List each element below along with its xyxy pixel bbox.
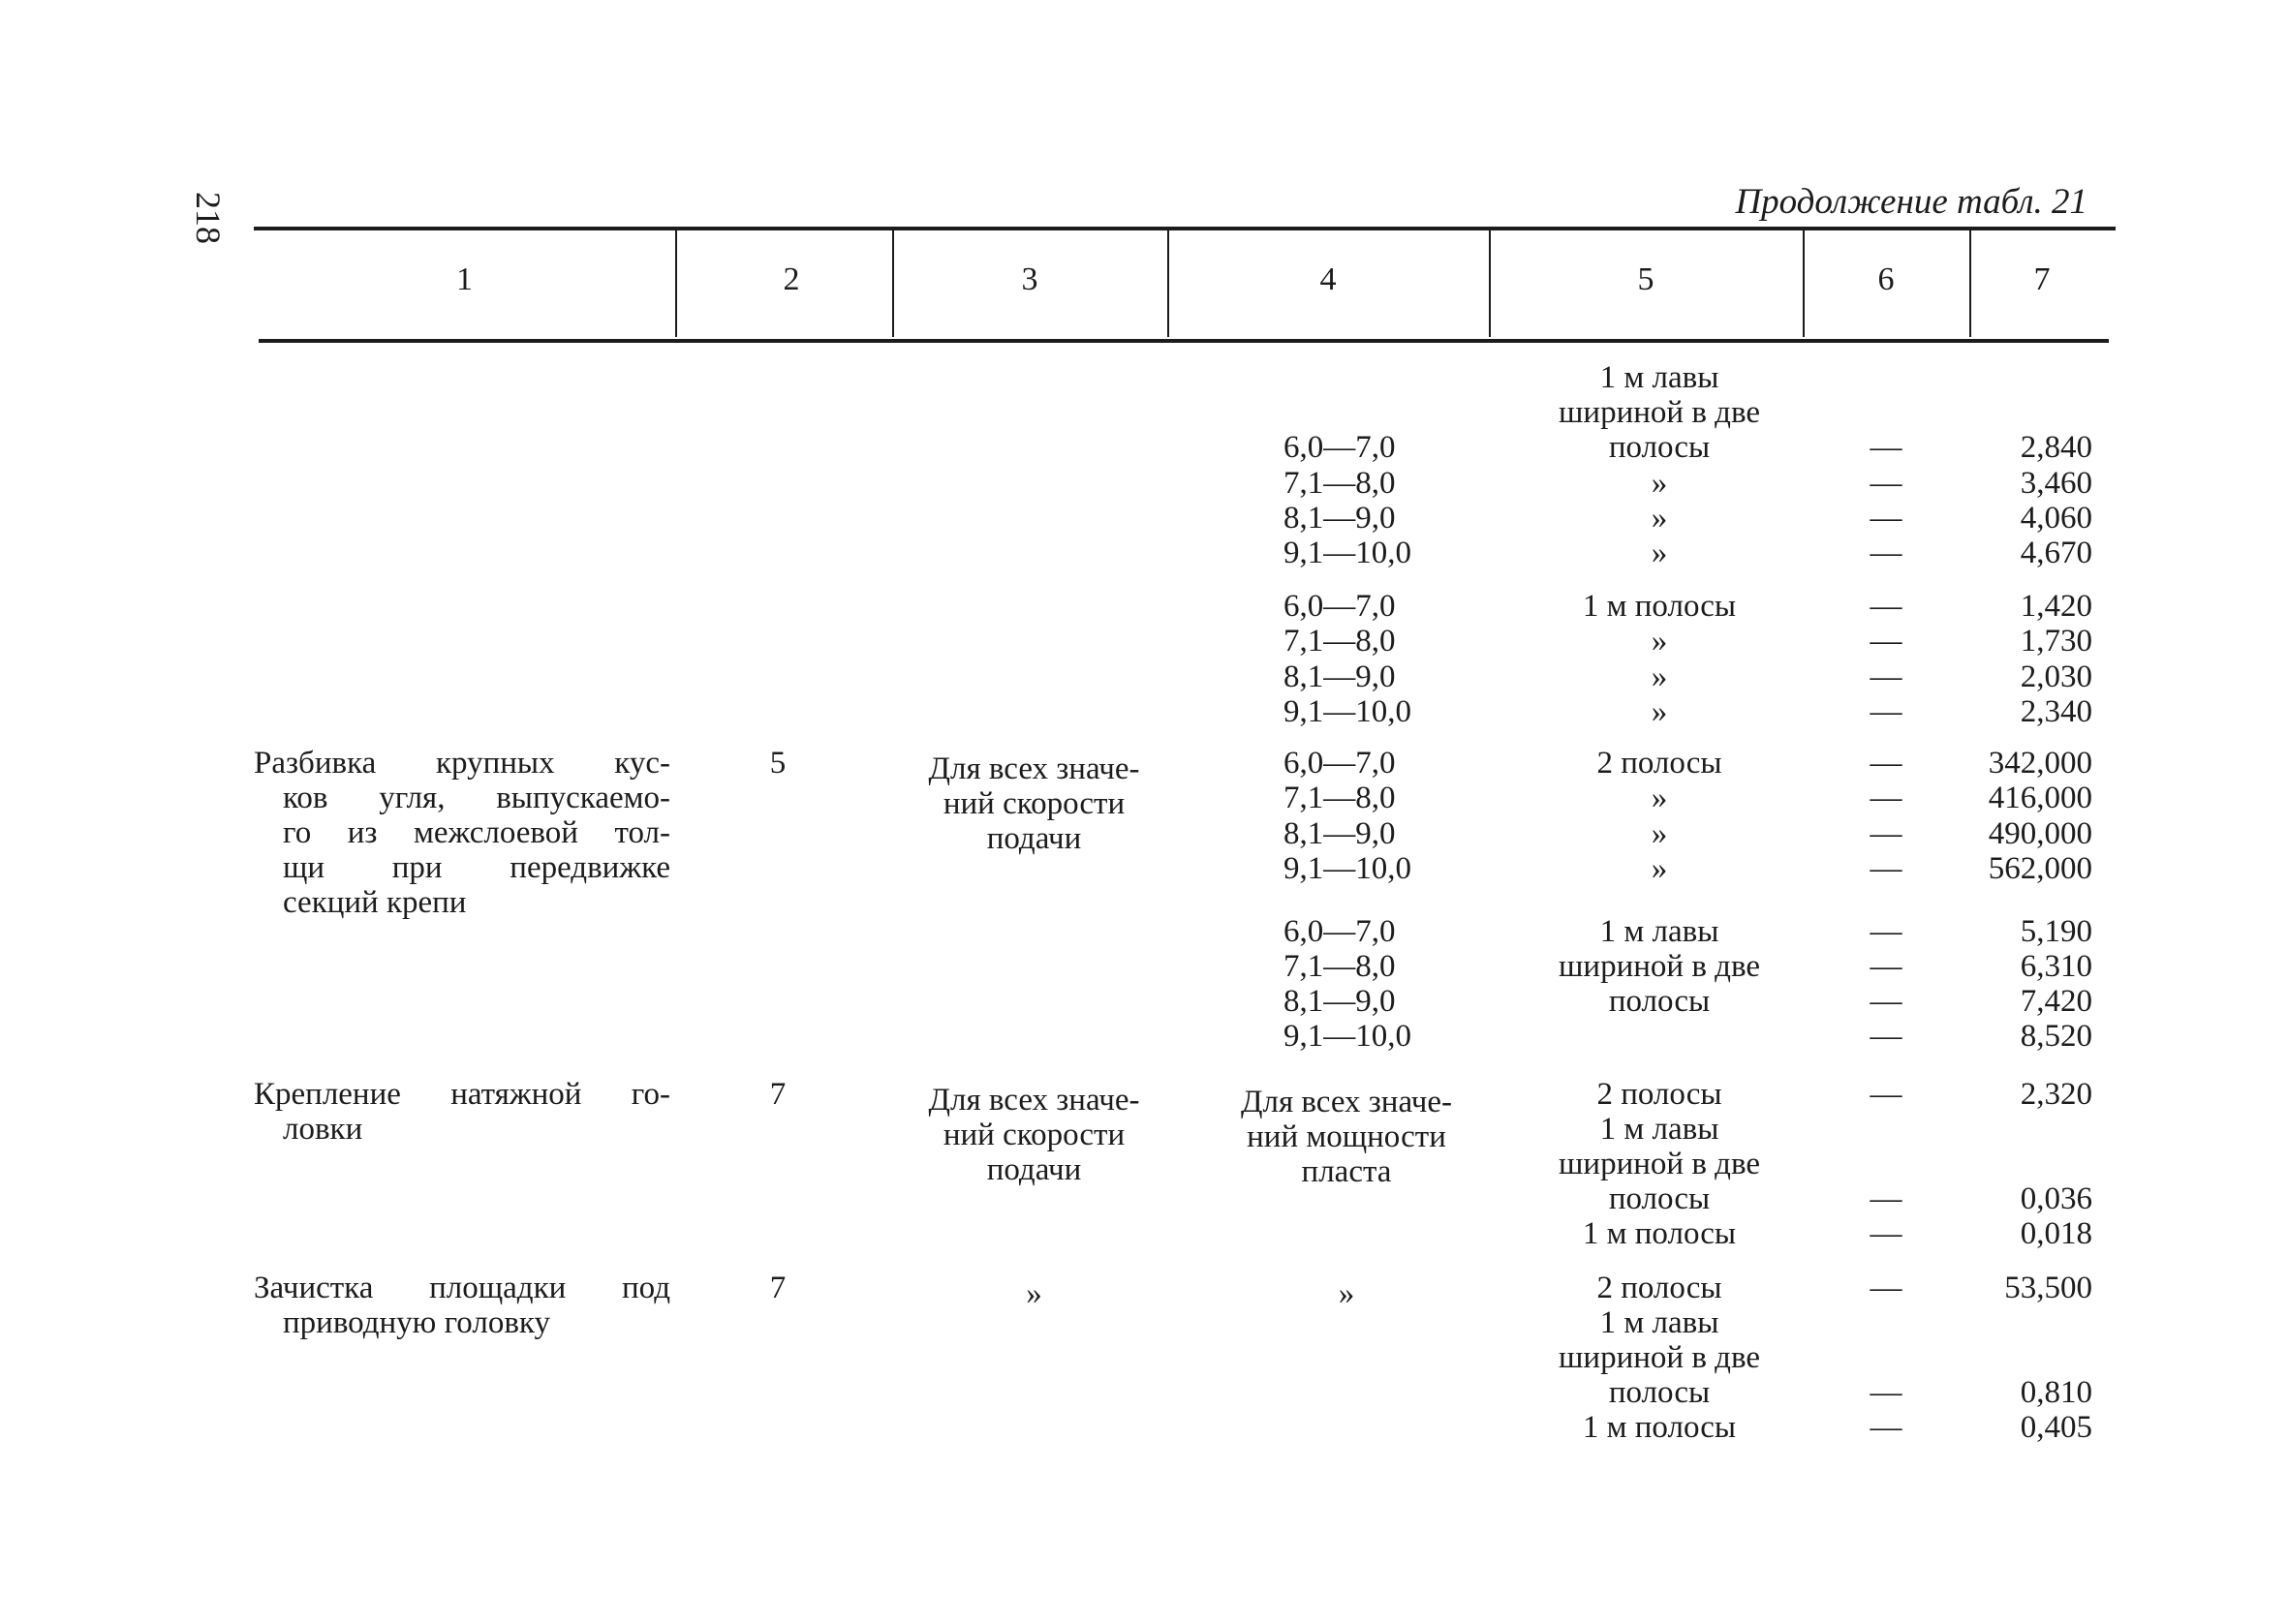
norm-value-cell: 53,500 xyxy=(2004,1271,2092,1305)
header-col-1: 1 xyxy=(456,261,473,297)
dash-cell: — xyxy=(1870,466,1902,501)
dash-cell: — xyxy=(1870,501,1902,536)
dash-cell: — xyxy=(1870,746,1902,781)
unit-cell: » xyxy=(1651,851,1668,886)
norm-value-cell: 416,000 xyxy=(1988,781,2092,815)
unit-cell: полосы xyxy=(1608,1181,1711,1216)
thickness-range-cell: 7,1—8,0 xyxy=(1283,781,1396,815)
norm-value-cell: 2,840 xyxy=(2020,430,2092,465)
unit-cell: » xyxy=(1651,624,1668,659)
header-col-3: 3 xyxy=(1021,261,1038,297)
norm-value-cell: 0,018 xyxy=(2020,1216,2092,1251)
page-number: 218 xyxy=(189,192,228,244)
norm-value-cell: 7,420 xyxy=(2020,984,2092,1019)
unit-cell: 1 м полосы xyxy=(1582,1216,1737,1251)
thickness-range-cell: 6,0—7,0 xyxy=(1283,746,1396,781)
norm-value-cell: 2,340 xyxy=(2020,694,2092,729)
thickness-range-cell: 9,1—10,0 xyxy=(1283,1019,1411,1054)
unit-cell: полосы xyxy=(1608,984,1711,1019)
unit-cell: 1 м полосы xyxy=(1582,1410,1737,1445)
norm-value-cell: 1,420 xyxy=(2020,589,2092,624)
unit-cell: 2 полосы xyxy=(1596,1077,1722,1112)
norm-value-cell: 8,520 xyxy=(2020,1019,2092,1054)
dash-cell: — xyxy=(1870,949,1902,984)
table-top-rule xyxy=(254,227,2116,230)
dash-cell: — xyxy=(1870,624,1902,659)
norm-value-cell: 2,030 xyxy=(2020,659,2092,694)
norm-value-cell: 5,190 xyxy=(2020,914,2092,949)
thickness-range-cell: 8,1—9,0 xyxy=(1283,501,1396,536)
unit-cell: » xyxy=(1651,694,1668,729)
thickness-range-cell: 6,0—7,0 xyxy=(1283,914,1396,949)
unit-cell: шириной в две xyxy=(1559,1147,1760,1181)
norm-value-cell: 6,310 xyxy=(2020,949,2092,984)
dash-cell: — xyxy=(1870,659,1902,694)
header-bottom-rule xyxy=(259,339,2109,343)
unit-cell: » xyxy=(1651,781,1668,815)
unit-cell: » xyxy=(1651,501,1668,536)
category-zachistka: 7 xyxy=(769,1271,787,1305)
unit-cell: 1 м лавы xyxy=(1599,1305,1719,1340)
category-razbivka: 5 xyxy=(769,746,787,781)
dash-cell: — xyxy=(1870,1410,1902,1445)
unit-cell: » xyxy=(1651,466,1668,501)
thickness-range-cell: 9,1—10,0 xyxy=(1283,851,1411,886)
header-col-7: 7 xyxy=(2033,261,2051,297)
table-caption: Продолжение табл. 21 xyxy=(1735,182,2087,222)
category-kreplenie: 7 xyxy=(769,1077,787,1112)
work-name-razbivka: Разбивка крупных кус- ков угля, выпускаемо- го из межслоевой тол- щи при передвижке секций крепи xyxy=(254,746,670,920)
speed-condition-zachistka: » xyxy=(1026,1276,1042,1311)
dash-cell: — xyxy=(1870,984,1902,1019)
thickness-range-cell: 7,1—8,0 xyxy=(1283,624,1396,659)
unit-cell: 1 м лавы xyxy=(1599,1112,1719,1147)
dash-cell: — xyxy=(1870,1216,1902,1251)
unit-cell: 2 полосы xyxy=(1596,1271,1722,1305)
thickness-range-cell: 6,0—7,0 xyxy=(1283,430,1396,465)
dash-cell: — xyxy=(1870,1019,1902,1054)
thickness-range-cell: 9,1—10,0 xyxy=(1283,536,1411,570)
unit-cell: » xyxy=(1651,816,1668,851)
work-name-zachistka: Зачистка площадки под приводную головку xyxy=(254,1271,670,1340)
thickness-range-cell: 9,1—10,0 xyxy=(1283,694,1411,729)
norm-value-cell: 1,730 xyxy=(2020,624,2092,659)
unit-cell: полосы xyxy=(1608,430,1711,465)
thickness-condition-kreplenie: Для всех значе- ний мощности пласта xyxy=(1240,1085,1453,1189)
dash-cell: — xyxy=(1870,1271,1902,1305)
work-name-kreplenie: Крепление натяжной го- ловки xyxy=(254,1077,670,1147)
thickness-range-cell: 7,1—8,0 xyxy=(1283,466,1396,501)
dash-cell: — xyxy=(1870,694,1902,729)
norm-value-cell: 2,320 xyxy=(2020,1077,2092,1112)
norm-value-cell: 490,000 xyxy=(1988,816,2092,851)
dash-cell: — xyxy=(1870,589,1902,624)
unit-cell: шириной в две xyxy=(1559,949,1760,984)
norm-value-cell: 342,000 xyxy=(1988,746,2092,781)
dash-cell: — xyxy=(1870,430,1902,465)
dash-cell: — xyxy=(1870,914,1902,949)
speed-condition-razbivka: Для всех значе- ний скорости подачи xyxy=(928,751,1140,856)
dash-cell: — xyxy=(1870,536,1902,570)
dash-cell: — xyxy=(1870,1181,1902,1216)
norm-value-cell: 0,810 xyxy=(2020,1375,2092,1410)
thickness-range-cell: 8,1—9,0 xyxy=(1283,816,1396,851)
norm-value-cell: 4,060 xyxy=(2020,501,2092,536)
thickness-range-cell: 7,1—8,0 xyxy=(1283,949,1396,984)
norm-value-cell: 0,405 xyxy=(2020,1410,2092,1445)
header-col-2: 2 xyxy=(783,261,800,297)
unit-cell: 1 м полосы xyxy=(1582,589,1737,624)
unit-cell: шириной в две xyxy=(1559,1340,1760,1375)
norm-value-cell: 3,460 xyxy=(2020,466,2092,501)
unit-cell: » xyxy=(1651,536,1668,570)
header-col-6: 6 xyxy=(1877,261,1895,297)
unit-cell: 2 полосы xyxy=(1596,746,1722,781)
thickness-range-cell: 8,1—9,0 xyxy=(1283,659,1396,694)
unit-cell: 1 м лавы xyxy=(1599,360,1719,395)
unit-cell: шириной в две xyxy=(1559,395,1760,430)
header-col-4: 4 xyxy=(1319,261,1337,297)
unit-cell: 1 м лавы xyxy=(1599,914,1719,949)
thickness-range-cell: 8,1—9,0 xyxy=(1283,984,1396,1019)
thickness-condition-zachistka: » xyxy=(1338,1276,1355,1311)
header-col-5: 5 xyxy=(1637,261,1654,297)
thickness-range-cell: 6,0—7,0 xyxy=(1283,589,1396,624)
norm-value-cell: 0,036 xyxy=(2020,1181,2092,1216)
speed-condition-kreplenie: Для всех значе- ний скорости подачи xyxy=(928,1083,1140,1187)
dash-cell: — xyxy=(1870,851,1902,886)
norm-value-cell: 4,670 xyxy=(2020,536,2092,570)
norm-value-cell: 562,000 xyxy=(1988,851,2092,886)
unit-cell: » xyxy=(1651,659,1668,694)
dash-cell: — xyxy=(1870,1375,1902,1410)
dash-cell: — xyxy=(1870,781,1902,815)
unit-cell: полосы xyxy=(1608,1375,1711,1410)
dash-cell: — xyxy=(1870,816,1902,851)
dash-cell: — xyxy=(1870,1077,1902,1112)
